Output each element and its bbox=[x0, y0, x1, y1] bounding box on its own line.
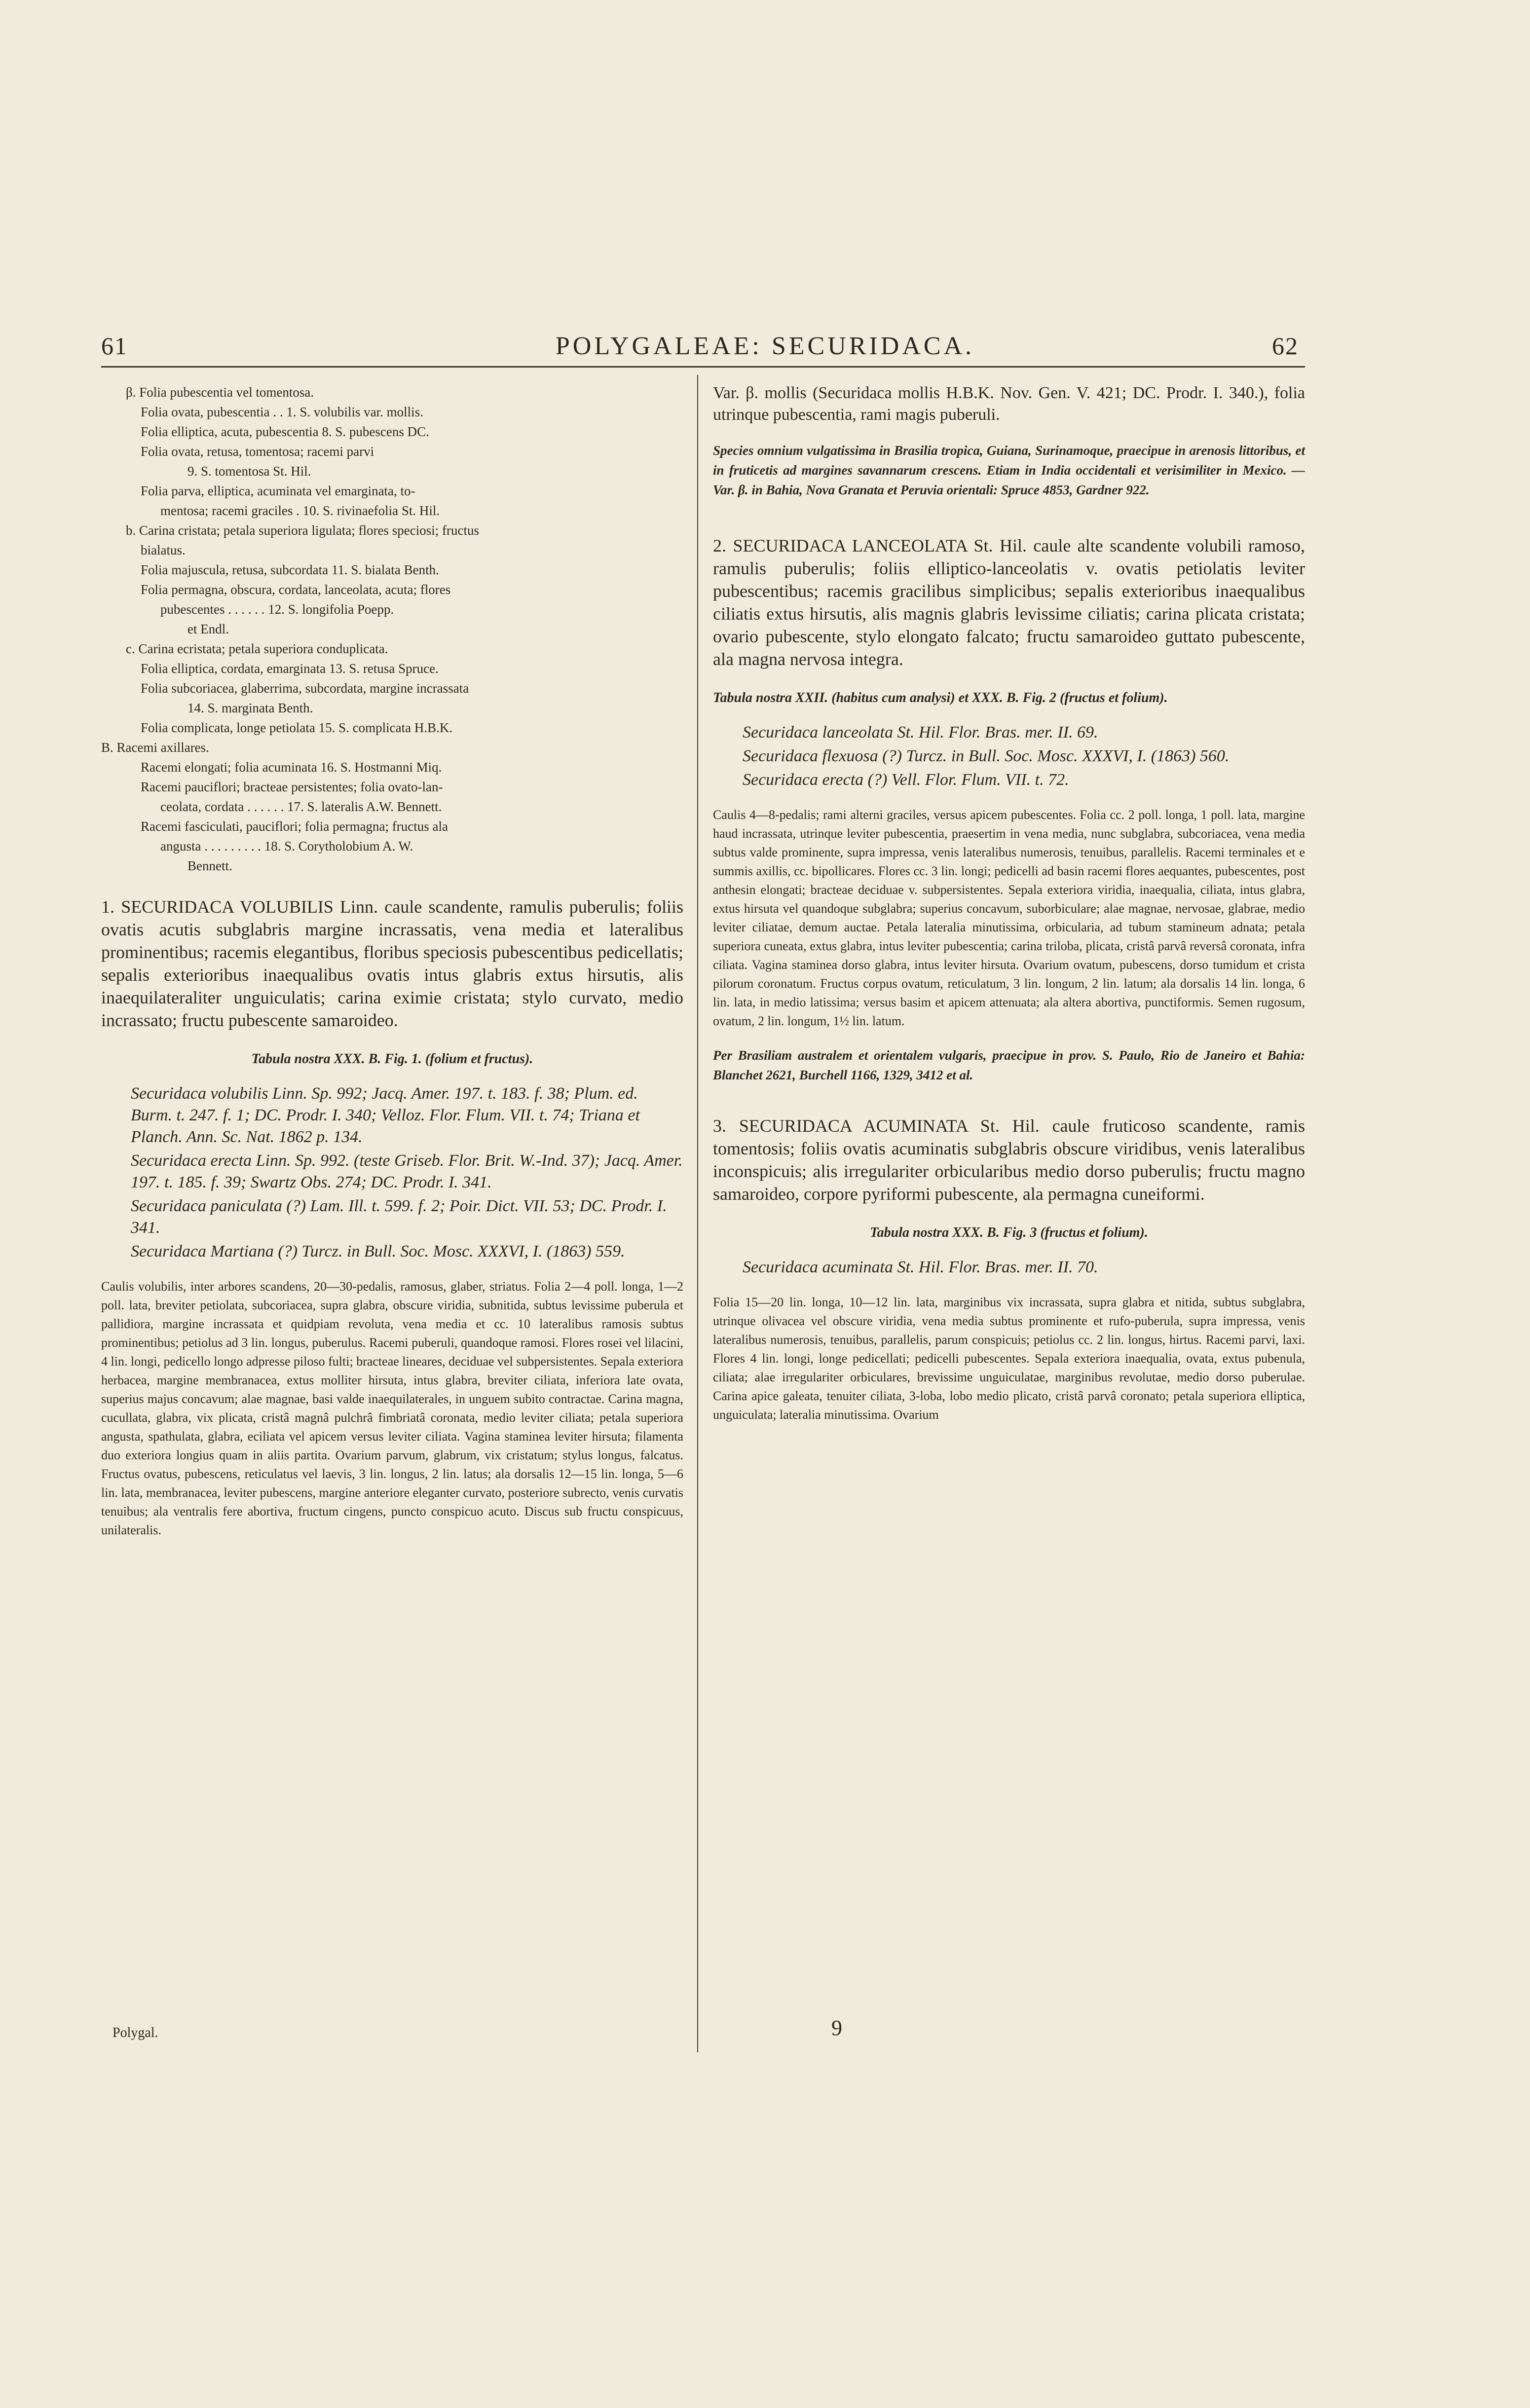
key-line: pubescentes . . . . . . 12. S. longifolia Poepp. bbox=[160, 602, 394, 617]
key-section bbox=[101, 382, 683, 876]
synonym: Securidaca erecta Linn. Sp. 992. (teste Griseb. Flor. Brit. W.-Ind. 37); Jacq. Amer. 197. t. 185. f. 39; Swartz Obs. 274; DC. Prodr. I. 341. bbox=[131, 1151, 683, 1191]
key-line: c. Carina ecristata; petala superiora conduplicata. bbox=[126, 641, 388, 656]
running-title: POLYGALEAE: SECURIDACA. bbox=[555, 332, 975, 360]
key-line: mentosa; racemi graciles . 10. S. rivinaefolia St. Hil. bbox=[160, 503, 440, 518]
footer-signature: Polygal. bbox=[112, 2025, 158, 2040]
key-line: 14. S. marginata Benth. bbox=[187, 701, 313, 715]
synonym: Securidaca acuminata St. Hil. Flor. Bras. mer. II. 70. bbox=[743, 1258, 1098, 1276]
key-line: Folia complicata, longe petiolata 15. S. complicata H.B.K. bbox=[141, 720, 453, 735]
right-column bbox=[713, 382, 1305, 1437]
key-line: Folia elliptica, cordata, emarginata 13. S. retusa Spruce. bbox=[141, 661, 439, 676]
key-line: Folia permagna, obscura, cordata, lanceolata, acuta; flores bbox=[141, 582, 451, 597]
synonym: Securidaca erecta (?) Vell. Flor. Flum. VII. t. 72. bbox=[743, 771, 1069, 789]
species-1-description: Caulis volubilis, inter arbores scandens, 20—30-pedalis, ramosus, glaber, striatus. Folia 2—4 poll. longa, 1—2 poll. lata, breviter petiolata, subcoriacea, supra glabra, obscure viridia, subnitida, subtus levissime puberula et pallidiora, margine incrassata et quidpiam revoluta, vena media et cc. 10 lateralibus ramosis subtus prominentibus; petiolus ad 3 lin. longus, puberulus. Racemi puberuli, quandoque ramosi. Flores rosei vel lilacini, 4 lin. longi, pedicello longo adpresse piloso fulti; bracteae lineares, deciduae vel subpersistentes. Sepala exteriora herbacea, margine membranacea, extus molliter hirsuta, intus glabra, breviter ciliata, inferiora late ovata, superius majus concavum; alae magnae, basi valde inaequilaterales, in unguem subito contractae. Carina magna, cucullata, glabra, vix plicata, cristâ magnâ pulchrâ fimbriatâ coronata, medio leviter ciliata; petala superiora angusta, spathulata, glabra, eciliata vel apicem versus leviter ciliata. Vagina staminea leviter hirsuta; filamenta duo exteriora longius quam in aliis partita. Ovarium parvum, glabrum, vix cristatum; stylus longus, falcatus. Fructus ovatus, pubescens, reticulatus vel laevis, 3 lin. longus, 2 lin. latus; ala dorsalis 12—15 lin. longa, 5—6 lin. lata, membranacea, leviter pubescens, margine anteriore eleganter curvato, posteriore subrecto, venis curvatis tenuibus; ala ventralis fere abortiva, fructum cingens, puncto conspicuo acuto. Discus sub fructu conspicuus, unilateralis. bbox=[101, 1279, 683, 1537]
key-line: β. Folia pubescentia vel tomentosa. bbox=[126, 385, 314, 400]
key-line: Racemi pauciflori; bracteae persistentes; folia ovato-lan- bbox=[141, 779, 443, 794]
header-rule bbox=[101, 366, 1305, 368]
key-line: angusta . . . . . . . . . 18. S. Corytholobium A. W. bbox=[160, 839, 413, 853]
synonym: Securidaca volubilis Linn. Sp. 992; Jacq. Amer. 197. t. 183. f. 38; Plum. ed. Burm. t. 247. f. 1; DC. Prodr. I. 340; Velloz. Flor. Flum. VII. t. 74; Triana et Planch. Ann. Sc. Nat. 1862 p. 134. bbox=[131, 1084, 640, 1146]
synonym: Securidaca lanceolata St. Hil. Flor. Bras. mer. II. 69. bbox=[743, 723, 1098, 741]
species-1-heading: 1. SECURIDACA VOLUBILIS Linn. caule scandente, ramulis puberulis; foliis ovatis acutis subglabris margine incrassatis, vena media et lateralibus prominentibus; racemis elegantibus, floribus speciosis pubescentibus pedicellatis; sepalis exterioribus inaequalibus ovatis intus glabris extus hirsutis, alis inaequilateraliter unguiculatis; carina eximie cristata; stylo curvato, medio incrassato; fructu pubescente samaroideo. bbox=[101, 897, 683, 1030]
key-line: b. Carina cristata; petala superiora ligulata; flores speciosi; fructus bbox=[126, 523, 480, 538]
species-2-habitat: Per Brasiliam australem et orientalem vulgaris, praecipue in prov. S. Paulo, Rio de Janeiro et Bahia: Blanchet 2621, Burchell 1166, 1329, 3412 et al. bbox=[713, 1048, 1305, 1082]
species-2-heading: 2. SECURIDACA LANCEOLATA St. Hil. caule alte scandente volubili ramoso, ramulis puberulis; foliis elliptico-lanceolatis v. ovatis petiolatis leviter pubescentibus; racemis gracilibus simplicibus; sepalis exterioribus inaequalibus ciliatis extus hirsutis, alis magnis glabris levissime ciliatis; carina plicata cristata; ovario pubescente, stylo elongato falcato; fructu samaroideo guttato pubescente, ala magna nervosa integra. bbox=[713, 536, 1305, 669]
key-line: Racemi fasciculati, pauciflori; folia permagna; fructus ala bbox=[141, 819, 448, 834]
key-line: Racemi elongati; folia acuminata 16. S. Hostmanni Miq. bbox=[141, 760, 442, 775]
synonym: Securidaca Martiana (?) Turcz. in Bull. Soc. Mosc. XXXVI, I. (1863) 559. bbox=[131, 1242, 625, 1260]
key-line: Bennett. bbox=[187, 858, 232, 873]
left-page-number: 61 bbox=[101, 332, 128, 360]
key-line: bialatus. bbox=[141, 543, 186, 557]
species-3-description: Folia 15—20 lin. longa, 10—12 lin. lata, marginibus vix incrassata, supra glabra et nitida, subtus subglabra, utrinque olivacea vel obscure viridia, vena media subtus prominente et rufo-puberula, supra impressa, venis lateralibus numerosis, tenuibus, parallelis, parum conspicuis; petiolus cc. 2 lin. longus, hirtus. Racemi parvi, laxi. Flores 4 lin. longi, longe pedicellati; pedicelli pubescentes. Sepala exteriora inaequalia, ovata, extus pubenula, ciliata; alae irregulariter orbiculares, brevissime unguiculatae, marginibus revolutae, medio dorso puberulae. Carina apice galeata, tenuiter ciliata, 3-loba, lobo medio plicato, cristâ parvâ coronato; petala superiora elliptica, unguiculata; lateralia minutissima. Ovarium bbox=[713, 1295, 1305, 1422]
key-line: Folia subcoriacea, glaberrima, subcordata, margine incrassata bbox=[141, 681, 469, 696]
key-line: Folia ovata, pubescentia . . 1. S. volubilis var. mollis. bbox=[141, 405, 423, 419]
key-line: Folia elliptica, acuta, pubescentia 8. S. pubescens DC. bbox=[141, 424, 429, 439]
species-2-description: Caulis 4—8-pedalis; rami alterni graciles, versus apicem pubescentes. Folia cc. 2 poll. longa, 1 poll. lata, margine haud incrassata, utrinque leviter pubescentia, praesertim in vena media, nunc subglabra, subcoriacea, vena media subtus valde prominente, supra impressa, venis lateralibus numerosis, tenuibus, parallelis. Racemi terminales et e summis axillis, cc. bipollicares. Flores cc. 3 lin. longi; pedicelli ad basin racemi flores aequantes, pubescentes, post anthesin elongati; bracteae deciduae v. subpersistentes. Sepala exteriora viridia, inaequalia, ciliata, intus glabra, extus hirsuta vel quandoque subglabra; superius concavum, suborbiculare; alae magnae, nervosae, glabrae, medio leviter ciliatae, demum auctae. Petala lateralia minutissima, orbicularia, ad tubum stamineum adnata; petala superiora cuneata, extus glabra, intus leviter pubescentia; carina triloba, plicata, cristâ parvâ reversâ coronata, infra ciliata. Vagina staminea dorso glabra, intus leviter hirsuta. Ovarium ovatum, pubescens, dorso tumidum et crista pilorum coronatum. Fructus corpus ovatum, reticulatum, 3 lin. longum, 2 lin. latum; ala dorsalis 14 lin. longa, 6 lin. lata, in medio latissima; versus basim et apicem attenuata; ala altera abortiva, punctiformis. Semen rugosum, ovatum, 2 lin. longum, 1½ lin. latum. bbox=[713, 808, 1305, 1028]
species-1-synonyms bbox=[101, 1083, 683, 1262]
synonym: Securidaca paniculata (?) Lam. Ill. t. 599. f. 2; Poir. Dict. VII. 53; DC. Prodr. I. 341. bbox=[131, 1197, 667, 1237]
species-3-tabula: Tabula nostra XXX. B. Fig. 3 (fructus et folium). bbox=[870, 1225, 1148, 1240]
column-divider bbox=[697, 375, 698, 2052]
species-1-tabula: Tabula nostra XXX. B. Fig. 1. (folium et fructus). bbox=[251, 1051, 533, 1067]
key-line: 9. S. tomentosa St. Hil. bbox=[187, 464, 311, 479]
key-line: Folia majuscula, retusa, subcordata 11. S. bialata Benth. bbox=[141, 562, 439, 577]
synonym: Securidaca flexuosa (?) Turcz. in Bull. Soc. Mosc. XXXVI, I. (1863) 560. bbox=[743, 747, 1230, 765]
key-line: Folia parva, elliptica, acuminata vel emarginata, to- bbox=[141, 483, 415, 498]
species-3-heading: 3. SECURIDACA ACUMINATA St. Hil. caule fruticoso scandente, ramis tomentosis; foliis ovatis acuminatis subglabris obscure viridibus, venis lateralibus inconspicuis; alis irregulariter orbicularibus medio dorso puberulis; fructu magno samaroideo, corpore pyriformi pubescente, ala permagna cuneiformi. bbox=[713, 1116, 1305, 1204]
left-column bbox=[101, 382, 683, 1553]
right-page-number: 62 bbox=[1272, 332, 1299, 360]
species-2-tabula: Tabula nostra XXII. (habitus cum analysi) et XXX. B. Fig. 2 (fructus et folium). bbox=[713, 690, 1168, 705]
key-line: Folia ovata, retusa, tomentosa; racemi parvi bbox=[141, 444, 374, 459]
species-2-synonyms bbox=[713, 722, 1305, 791]
species-1-habitat: Species omnium vulgatissima in Brasilia tropica, Guiana, Surinamoque, praecipue in arenosis littoribus, et in fruticetis ad margines savannarum crescens. Etiam in India occidentali et verisimiliter in Mexico. — Var. β. in Bahia, Nova Granata et Peruvia orientali: Spruce 4853, Gardner 922. bbox=[713, 443, 1305, 497]
key-line: et Endl. bbox=[187, 622, 229, 636]
species-3-synonyms bbox=[713, 1257, 1305, 1278]
variety-beta: Var. β. mollis (Securidaca mollis H.B.K. Nov. Gen. V. 421; DC. Prodr. I. 340.), folia utrinque pubescentia, rami magis puberuli. bbox=[713, 384, 1305, 424]
key-line: B. Racemi axillares. bbox=[101, 740, 209, 755]
key-line: ceolata, cordata . . . . . . 17. S. lateralis A.W. Bennett. bbox=[160, 799, 442, 814]
signature-mark: 9 bbox=[831, 2016, 842, 2040]
